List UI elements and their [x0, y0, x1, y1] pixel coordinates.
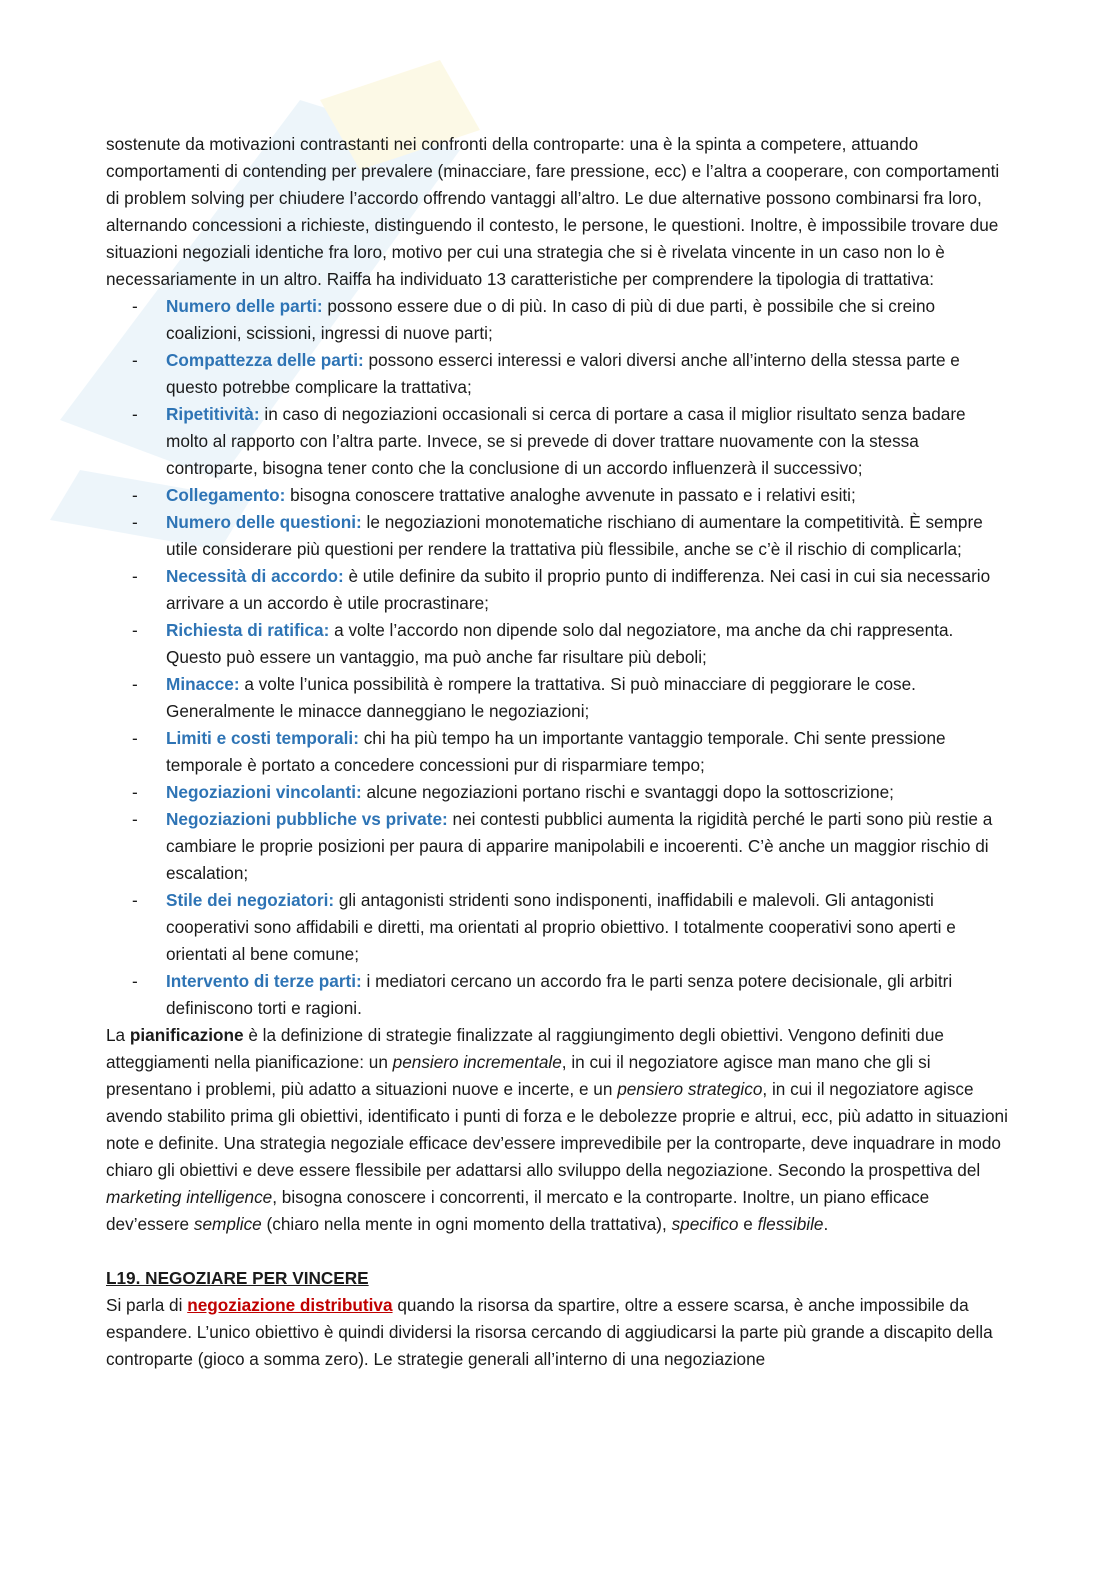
- planning-emphasis: pensiero strategico: [617, 1079, 763, 1099]
- list-item: [106, 887, 1011, 968]
- planning-paragraph: [106, 1022, 1011, 1238]
- list-dash: -: [132, 485, 138, 505]
- list-dash: -: [132, 620, 138, 640]
- planning-emphasis: semplice: [193, 1214, 262, 1234]
- list-text: è utile definire da subito il proprio punto di indifferenza. Nei casi in cui sia necessario arrivare a un accordo è utile procrastinare;: [166, 566, 991, 613]
- list-term: Limiti e costi temporali:: [166, 728, 359, 748]
- list-term: Numero delle questioni:: [166, 512, 362, 532]
- list-item: [106, 968, 1011, 1022]
- list-dash: -: [132, 728, 138, 748]
- list-dash: -: [132, 566, 138, 586]
- list-text: chi ha più tempo ha un importante vantaggio temporale. Chi sente pressione temporale è portato a concedere concessioni pur di risparmiare tempo;: [166, 728, 946, 775]
- planning-text: , in cui il negoziatore agisce man mano che gli si presentano i problemi, più adatto a situazioni nuove e incerte, e un: [106, 1052, 931, 1099]
- list-dash: -: [132, 674, 138, 694]
- intro-paragraph: sostenute da motivazioni contrastanti nei confronti della controparte: una è la spinta a competere, attuando comportamenti di contending per prevalere (minacciare, fare pressione, ecc) e l’altra a cooperare, con comportamenti di problem solving per chiudere l’accordo offrendo vantaggi all’altro. Le due alternative possono combinarsi fra loro, alternando concessioni a richieste, distinguendo il contesto, le persone, le questioni. Inoltre, è impossibile trovare due situazioni negoziali identiche fra loro, motivo per cui una strategia che si è rivelata vincente in un caso non lo è necessariamente in un altro. Raiffa ha individuato 13 caratteristiche per comprendere la tipologia di trattativa:: [106, 134, 1000, 289]
- planning-keyword: pianificazione: [129, 1025, 244, 1045]
- list-dash: -: [132, 809, 138, 829]
- planning-text: e: [738, 1214, 758, 1234]
- list-item: [106, 401, 1011, 482]
- list-item: [106, 347, 1011, 401]
- list-item: [106, 563, 1011, 617]
- document-body: [106, 131, 1011, 1373]
- section-keyword: negoziazione distributiva: [187, 1295, 393, 1315]
- list-term: Ripetitività:: [166, 404, 260, 424]
- planning-text: La: [106, 1025, 130, 1045]
- list-term: Negoziazioni vincolanti:: [166, 782, 362, 802]
- characteristics-list: [106, 293, 1011, 1022]
- list-term: Necessità di accordo:: [166, 566, 344, 586]
- list-item: [106, 671, 1011, 725]
- list-text: a volte l’unica possibilità è rompere la trattativa. Si può minacciare di peggiorare le cose. Generalmente le minacce danneggiano le negoziazioni;: [166, 674, 916, 721]
- list-item: [106, 509, 1011, 563]
- planning-emphasis: flessibile: [757, 1214, 824, 1234]
- section-heading: L19. NEGOZIARE PER VINCERE: [106, 1268, 369, 1288]
- planning-emphasis: pensiero incrementale: [392, 1052, 562, 1072]
- list-text: a volte l’accordo non dipende solo dal negoziatore, ma anche da chi rappresenta. Questo può essere un vantaggio, ma può anche far risultare più deboli;: [166, 620, 954, 667]
- list-term: Intervento di terze parti:: [166, 971, 362, 991]
- list-dash: -: [132, 512, 138, 532]
- list-text: bisogna conoscere trattative analoghe avvenute in passato e i relativi esiti;: [285, 485, 856, 505]
- list-dash: -: [132, 782, 138, 802]
- list-dash: -: [132, 404, 138, 424]
- list-text: gli antagonisti stridenti sono indisponenti, inaffidabili e malevoli. Gli antagonisti cooperativi sono affidabili e diretti, ma orientati al proprio obiettivo. I totalmente cooperativi sono aperti e orientati al bene comune;: [166, 890, 956, 964]
- list-term: Richiesta di ratifica:: [166, 620, 330, 640]
- list-term: Stile dei negoziatori:: [166, 890, 335, 910]
- list-dash: -: [132, 971, 138, 991]
- list-text: i mediatori cercano un accordo fra le parti senza potere decisionale, gli arbitri definiscono torti e ragioni.: [166, 971, 953, 1018]
- planning-emphasis: marketing intelligence: [106, 1187, 273, 1207]
- list-term: Minacce:: [166, 674, 240, 694]
- planning-text: è la definizione di strategie finalizzate al raggiungimento degli obiettivi. Vengono definiti due atteggiamenti nella pianificazione: un: [106, 1025, 944, 1072]
- list-dash: -: [132, 296, 138, 316]
- list-text: alcune negoziazioni portano rischi e svantaggi dopo la sottoscrizione;: [361, 782, 894, 802]
- list-text: possono esserci interessi e valori diversi anche all’interno della stessa parte e questo potrebbe complicare la trattativa;: [166, 350, 960, 397]
- list-term: Negoziazioni pubbliche vs private:: [166, 809, 448, 829]
- list-item: [106, 806, 1011, 887]
- planning-text: , bisogna conoscere i concorrenti, il mercato e la controparte. Inoltre, un piano efficace dev’essere: [106, 1187, 930, 1234]
- section-paragraph: [106, 1292, 1011, 1373]
- planning-text: .: [823, 1214, 829, 1234]
- section-text: quando la risorsa da spartire, oltre a essere scarsa, è anche impossibile da espandere. L’unico obiettivo è quindi dividersi la risorsa cercando di aggiudicarsi la parte più grande a discapito della controparte (gioco a somma zero). Le strategie generali all’interno di una negoziazione: [106, 1295, 993, 1369]
- list-text: le negoziazioni monotematiche rischiano di aumentare la competitività. È sempre utile considerare più questioni per rendere la trattativa più flessibile, anche se c’è il rischio di complicarla;: [166, 512, 983, 559]
- planning-text: , in cui il negoziatore agisce avendo stabilito prima gli obiettivi, identificato i punti di forza e le debolezze proprie e altrui, ecc, più adatto in situazioni note e definite. Una strategia negoziale efficace dev’essere imprevedibile per la controparte, deve inquadrare in modo chiaro gli obiettivi e deve essere flessibile per adattarsi allo sviluppo della negoziazione. Secondo la prospettiva del: [106, 1079, 1008, 1180]
- list-text: possono essere due o di più. In caso di più di due parti, è possibile che si creino coalizioni, scissioni, ingressi di nuove parti;: [166, 296, 936, 343]
- list-item: [106, 779, 1011, 806]
- list-item: [106, 725, 1011, 779]
- planning-text: (chiaro nella mente in ogni momento della trattativa),: [261, 1214, 672, 1234]
- list-item: [106, 617, 1011, 671]
- list-item: [106, 293, 1011, 347]
- list-term: Compattezza delle parti:: [166, 350, 364, 370]
- list-term: Numero delle parti:: [166, 296, 323, 316]
- list-term: Collegamento:: [166, 485, 286, 505]
- list-text: nei contesti pubblici aumenta la rigidità perché le parti sono più restie a cambiare le proprie posizioni per paura di apparire manipolabili e incoerenti. C’è anche un maggior rischio di escalation;: [166, 809, 993, 883]
- list-dash: -: [132, 350, 138, 370]
- list-dash: -: [132, 890, 138, 910]
- list-item: [106, 482, 1011, 509]
- list-text: in caso di negoziazioni occasionali si cerca di portare a casa il miglior risultato senza badare molto al rapporto con l’altra parte. Invece, se si prevede di dover trattare nuovamente con la stessa controparte, bisogna tener conto che la conclusione di un accordo influenzerà il successivo;: [166, 404, 966, 478]
- section-text: Si parla di: [106, 1295, 188, 1315]
- planning-emphasis: specifico: [671, 1214, 739, 1234]
